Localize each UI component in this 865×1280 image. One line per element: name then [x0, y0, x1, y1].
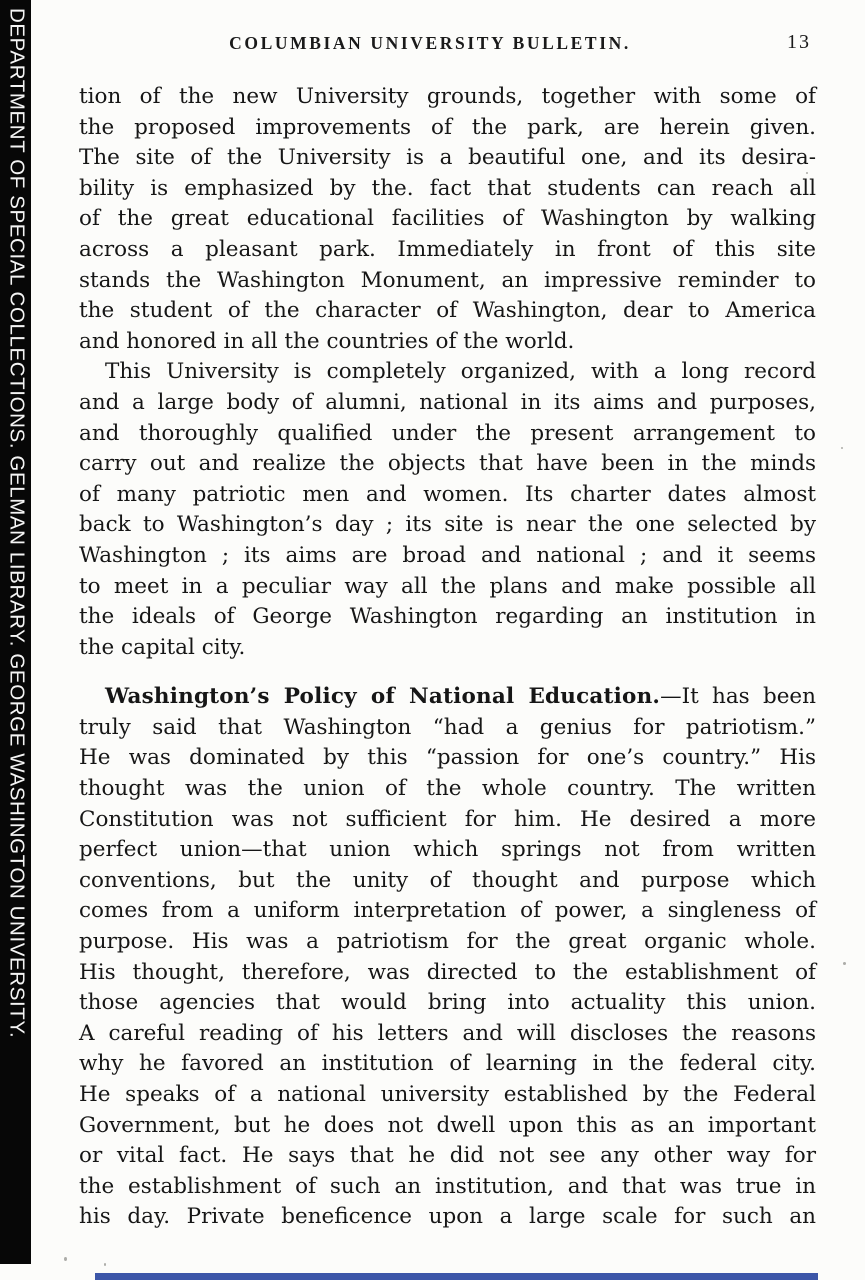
text-line: and a large body of alumni, national in its aims and purposes,: [79, 389, 816, 415]
text-line: He speaks of a national university established by the Federal: [79, 1082, 816, 1107]
scan-speck: [843, 962, 846, 965]
text-line: why he favored an institution of learning in the federal city.: [79, 1051, 816, 1077]
text-line: his day. Private beneficence upon a large scale for such an: [79, 1204, 816, 1230]
bottom-accent-bar: [95, 1273, 818, 1280]
text-line: or vital fact. He says that he did not see any other way for: [79, 1143, 816, 1169]
text-line: tion of the new University grounds, together with some of: [79, 84, 816, 109]
text-line: Washington ; its aims are broad and national ; and it seems: [79, 542, 816, 568]
text-line: the capital city.: [79, 634, 246, 660]
text-line: of many patriotic men and women. Its charter dates almost: [79, 481, 816, 507]
text-line: the proposed improvements of the park, are herein given.: [79, 114, 816, 140]
text-line: conventions, but the unity of thought and purpose which: [79, 867, 816, 893]
text-line: the student of the character of Washington, dear to America: [79, 298, 816, 324]
paragraph-washingtons-policy: [79, 682, 816, 1233]
text-column: [79, 82, 816, 1233]
text-line: The site of the University is a beautiful one, and its desira-: [79, 145, 816, 171]
page-number: 13: [787, 31, 811, 53]
scan-speck: [64, 1257, 67, 1261]
text-line: Constitution was not sufficient for him. He desired a more: [79, 806, 816, 832]
text-line: those agencies that would bring into actuality this union.: [79, 990, 816, 1016]
text-line: back to Washington’s day ; its site is near the one selected by: [79, 512, 816, 538]
text-line: to meet in a peculiar way all the plans and make possible all: [79, 573, 816, 599]
text-line: of the great educational facilities of Washington by walking: [79, 206, 816, 232]
text-line: He was dominated by this “passion for one’s country.” His: [79, 745, 816, 771]
section-heading-line: [79, 682, 816, 713]
text-line: perfect union—that union which springs not from written: [79, 837, 816, 863]
archive-stamp-text: DEPARTMENT OF SPECIAL COLLECTIONS. GELMAN LIBRARY. GEORGE WASHINGTON UNIVERSITY.: [5, 8, 29, 1039]
text-line: the establishment of such an institution, and that was true in: [79, 1173, 816, 1199]
text-line: His thought, therefore, was directed to the establishment of: [79, 959, 816, 985]
text-line: truly said that Washington “had a genius for patriotism.”: [79, 714, 816, 740]
scan-speck: [841, 447, 843, 449]
text-line: thought was the union of the whole country. The written: [79, 776, 816, 802]
text-line: carry out and realize the objects that have been in the minds: [79, 451, 816, 477]
text-line: purpose. His was a patriotism for the great organic whole.: [79, 929, 816, 955]
text-line: and honored in all the countries of the world.: [79, 328, 575, 354]
text-line: the ideals of George Washington regarding an institution in: [79, 604, 816, 630]
paragraph-continuation: [79, 82, 816, 357]
scan-speck: [806, 172, 808, 174]
text-line: bility is emphasized by the. fact that students can reach all: [79, 175, 816, 201]
section-heading-rest: —It has been: [660, 684, 816, 710]
scan-speck: [104, 1263, 106, 1266]
running-head-title: COLUMBIAN UNIVERSITY BULLETIN.: [229, 33, 631, 53]
text-line: This University is completely organized, with a long record: [105, 359, 816, 385]
section-heading-bold: Washington’s Policy of National Education.: [105, 684, 661, 710]
text-line: across a pleasant park. Immediately in front of this site: [79, 236, 816, 262]
text-line: Government, but he does not dwell upon this as an important: [79, 1112, 816, 1138]
text-line: stands the Washington Monument, an impressive reminder to: [79, 267, 816, 293]
text-line: and thoroughly qualified under the present arrangement to: [79, 420, 816, 446]
text-line: comes from a uniform interpretation of power, a singleness of: [79, 898, 816, 924]
paragraph-university-organized: [79, 357, 816, 663]
archive-stamp-bar: [0, 0, 31, 1264]
text-line: A careful reading of his letters and will discloses the reasons: [79, 1020, 816, 1046]
